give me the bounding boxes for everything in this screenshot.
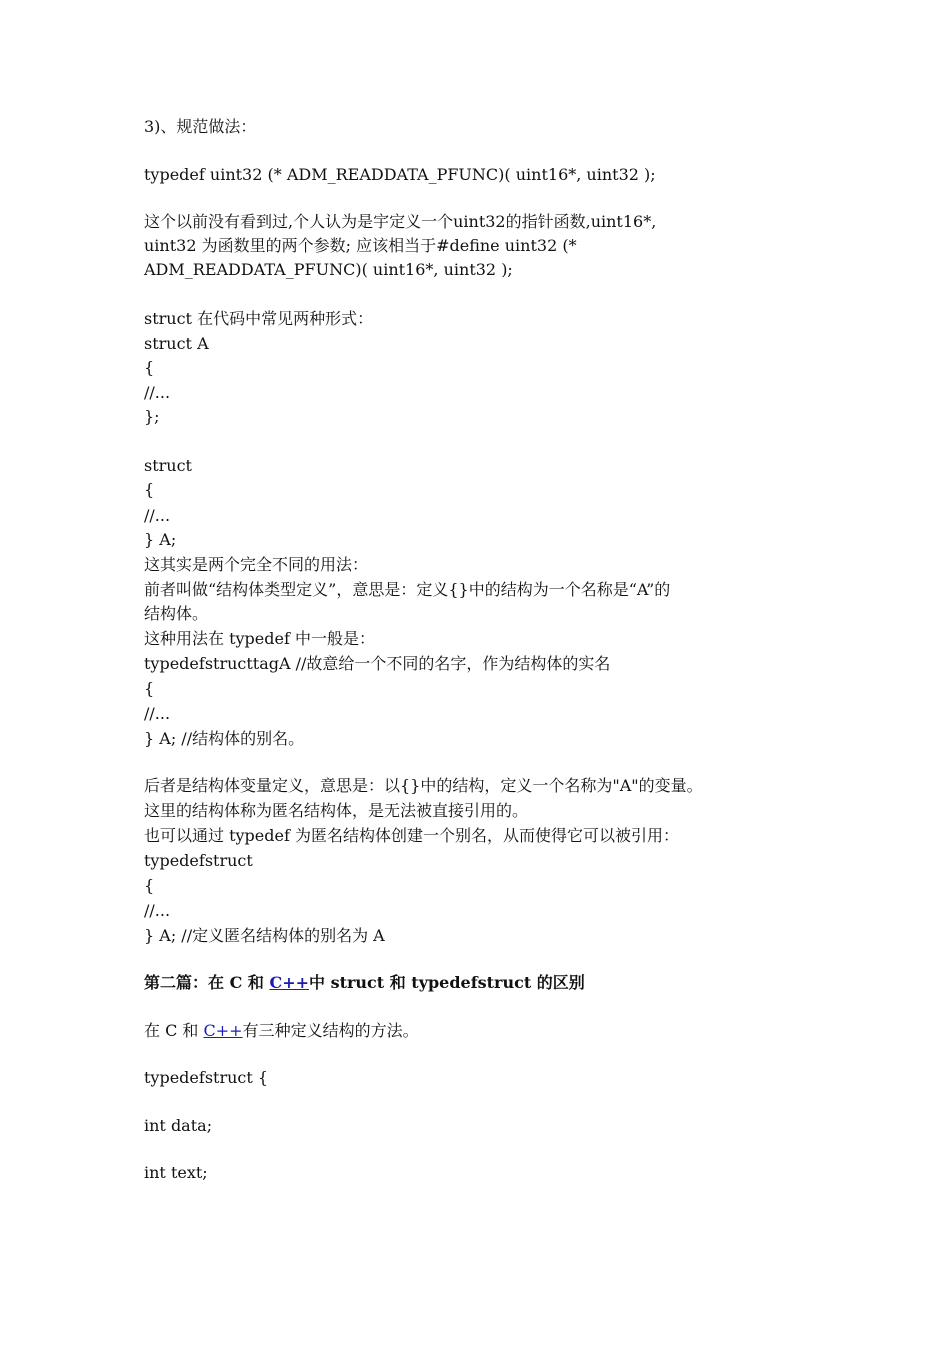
- text-line: 这其实是两个完全不同的用法：: [144, 555, 369, 574]
- code-line: int data;: [144, 1116, 213, 1135]
- code-line: typedefstructtagA //故意给一个不同的名字，作为结构体的实名: [144, 654, 611, 673]
- code-line: //...: [144, 383, 171, 402]
- code-line: int text;: [144, 1163, 208, 1182]
- cpp-link[interactable]: C++: [203, 1021, 243, 1040]
- text-line: 后者是结构体变量定义，意思是：以{}中的结构，定义一个名称为"A"的变量。: [144, 776, 703, 795]
- text-line: 前者叫做“结构体类型定义”，意思是：定义{}中的结构为一个名称是“A”的: [144, 580, 671, 599]
- text-line: 这种用法在 typedef 中一般是：: [144, 629, 375, 648]
- code-line: {: [144, 876, 155, 895]
- code-line: typedefstruct: [144, 851, 253, 870]
- code-line: {: [144, 480, 155, 499]
- code-line: typedefstruct {: [144, 1068, 269, 1087]
- code-line: //...: [144, 901, 171, 920]
- heading-text-before: 第二篇：在 C 和: [144, 973, 270, 992]
- section-heading: [144, 973, 585, 993]
- cpp-link[interactable]: C++: [269, 973, 309, 992]
- text-line: struct 在代码中常见两种形式：: [144, 309, 374, 328]
- text-line: uint32 为函数里的两个参数; 应该相当于#define uint32 (*: [144, 236, 577, 255]
- code-line: } A; //定义匿名结构体的别名为 A: [144, 926, 385, 945]
- line-text-after: 有三种定义结构的方法。: [242, 1021, 419, 1040]
- heading-text-after: 中 struct 和 typedefstruct 的区别: [309, 973, 585, 992]
- code-line: //...: [144, 704, 171, 723]
- code-line: {: [144, 679, 155, 698]
- code-line: };: [144, 407, 160, 426]
- text-line: 3)、规范做法：: [144, 117, 257, 136]
- text-line: 也可以通过 typedef 为匿名结构体创建一个别名，从而使得它可以被引用：: [144, 826, 679, 845]
- text-line: 这里的结构体称为匿名结构体，是无法被直接引用的。: [144, 801, 529, 820]
- code-line: } A;: [144, 530, 177, 549]
- text-line: 这个以前没有看到过,个人认为是宇定义一个uint32的指针函数,uint16*,: [144, 212, 657, 231]
- text-line: ADM_READDATA_PFUNC)( uint16*, uint32 );: [144, 260, 513, 279]
- code-line: } A; //结构体的别名。: [144, 729, 305, 748]
- text-line: 结构体。: [144, 604, 209, 623]
- text-line: [144, 1021, 419, 1041]
- code-line: {: [144, 358, 155, 377]
- code-line: typedef uint32 (* ADM_READDATA_PFUNC)( uint16*, uint32 );: [144, 165, 656, 184]
- code-line: struct: [144, 456, 192, 475]
- line-text-before: 在 C 和: [144, 1021, 204, 1040]
- code-line: struct A: [144, 334, 209, 353]
- code-line: //...: [144, 506, 171, 525]
